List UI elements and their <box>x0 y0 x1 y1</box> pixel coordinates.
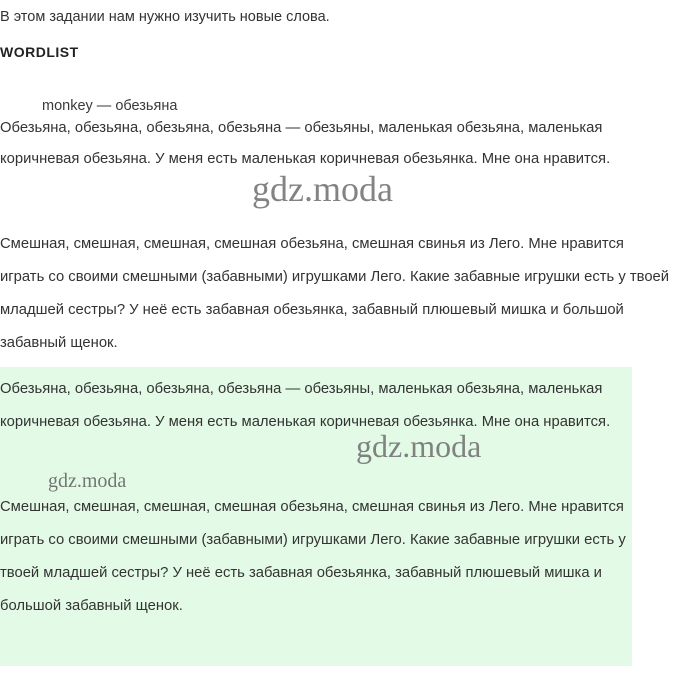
watermark-logo: gdz.moda <box>356 428 482 464</box>
watermark-logo: gdz.moda <box>252 169 393 209</box>
paragraph-translation-2: Смешная, смешная, смешная, смешная обезьяна, смешная свинья из Лего. Мне нравится играть со своими смешными (забавными) игрушками Лего. Какие забавные игрушки есть у твоей младшей сестры? У неё есть забавная обезьянка, забавный плюшевый мишка и большой забавный щенок. <box>0 236 670 351</box>
intro-text: В этом задании нам нужно изучить новые слова. <box>0 9 330 25</box>
wordlist-heading: WORDLIST <box>0 44 79 60</box>
highlighted-paragraph-2: Смешная, смешная, смешная, смешная обезьяна, смешная свинья из Лего. Мне нравится играть со своими смешными (забавными) игрушками Лего. Какие забавные игрушки есть у твоей младшей сестры? У неё есть забавная обезьянка, забавный плюшевый мишка и большой забавный щенок. <box>0 499 626 614</box>
paragraph-translation-1: Обезьяна, обезьяна, обезьяна, обезьяна — обезьяны, маленькая обезьяна, маленькая коричневая обезьяна. У меня есть маленькая коричневая обезьянка. Мне она нравится. <box>0 120 611 167</box>
wordlist-entry: monkey — обезьяна <box>42 98 178 114</box>
watermark-logo: gdz.moda <box>48 470 127 492</box>
highlighted-answer-block <box>0 367 632 666</box>
highlighted-paragraph-1: Обезьяна, обезьяна, обезьяна, обезьяна — обезьяны, маленькая обезьяна, маленькая коричневая обезьяна. У меня есть маленькая коричневая обезьянка. Мне она нравится. <box>0 381 611 430</box>
